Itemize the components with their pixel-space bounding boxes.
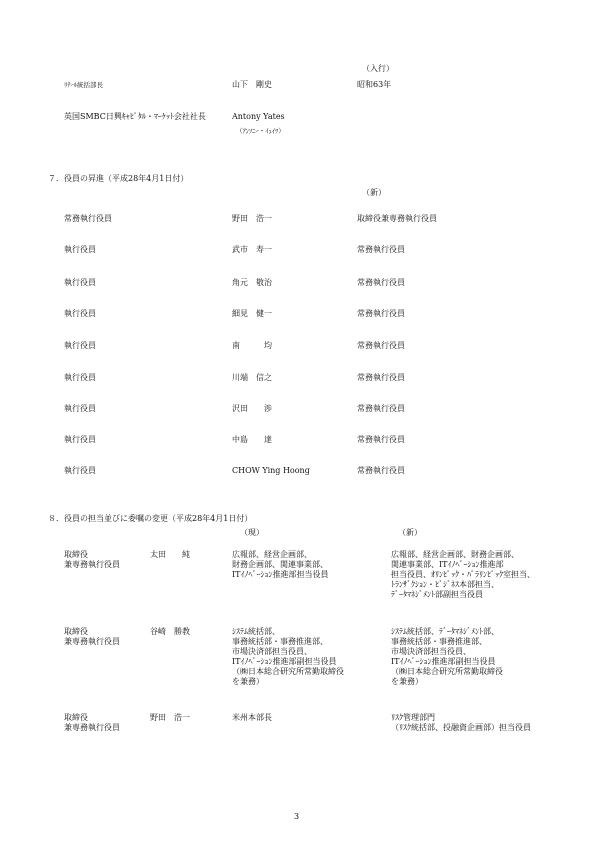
row-current: 執行役員 <box>64 278 96 287</box>
row-new: 常務執行役員 <box>357 435 405 444</box>
row-name: Antony Yates <box>232 112 285 121</box>
row-title: ﾘﾃｰﾙ統括部長 <box>64 81 103 89</box>
row-title: 取締役 兼専務執行役員 <box>64 713 120 732</box>
row-name: 南 均 <box>232 341 272 350</box>
row-new: 常務執行役員 <box>357 404 405 413</box>
row-current: 執行役員 <box>64 309 96 318</box>
row-name: 細見 健一 <box>232 309 272 318</box>
row-current: 米州本部長 <box>232 713 272 722</box>
row-title: 英国SMBC日興ｷｬﾋﾟﾀﾙ・ﾏｰｹｯﾄ会社社長 <box>64 112 206 121</box>
row-current: 執行役員 <box>64 435 96 444</box>
row-new: 広報部、経営企画部、財務企画部、 関連事業部、ITｲﾉﾍﾞｰｼｮﾝ推進部 担当役員、ｵﾘﾝﾋﾟｯｸ・ﾊﾟﾗﾘﾝﾋﾟｯｸ室担当、 ﾄﾗﾝｻﾞｸｼｮﾝ・ﾋﾞｼﾞﾈｽ本部担当、 ﾃﾞｰﾀﾏﾈｼﾞﾒﾝﾄ部副担当役員 <box>391 550 535 599</box>
row-name: 角元 敬治 <box>232 278 272 287</box>
row-new: 常務執行役員 <box>357 466 405 475</box>
page-number: 3 <box>294 812 300 821</box>
row-title: 取締役 兼専務執行役員 <box>64 627 120 646</box>
row-current: 執行役員 <box>64 373 96 382</box>
row-name: 川端 信之 <box>232 373 272 382</box>
row-current: 広報部、経営企画部、 財務企画部、関連事業部、 ITｲﾉﾍﾞｰｼｮﾝ推進部担当役員 <box>232 550 329 579</box>
row-current: 執行役員 <box>64 245 96 254</box>
row-current: 常務執行役員 <box>64 214 112 223</box>
row-name: 谷崎 勝教 <box>150 627 190 636</box>
row-current: ｼｽﾃﾑ統括部、 事務統括部・事務推進部、 市場決済部担当役員、 ITｲﾉﾍﾞｰｼｮﾝ推進部副担当役員 （㈱日本総合研究所常勤取締役 を兼務） <box>232 627 344 686</box>
row-name: 野田 浩一 <box>150 713 190 722</box>
row-current: 執行役員 <box>64 466 96 475</box>
row-reading: （ｱﾝｿﾆｰ・ｲｪｲﾂ） <box>236 127 285 135</box>
row-name: CHOW Ying Hoong <box>232 466 310 475</box>
row-current: 執行役員 <box>64 341 96 350</box>
row-name: 中島 達 <box>232 435 272 444</box>
row-new: 取締役兼専務執行役員 <box>357 214 437 223</box>
row-new: ﾘｽｸ管理部門 （ﾘｽｸ統括部、投融資企画部）担当役員 <box>391 713 531 732</box>
section6-header-new: （入行） <box>362 64 394 73</box>
row-new: 常務執行役員 <box>357 373 405 382</box>
row-new: 常務執行役員 <box>357 341 405 350</box>
row-joined: 昭和63年 <box>357 80 392 89</box>
row-name: 武市 寿一 <box>232 245 272 254</box>
row-new: 常務執行役員 <box>357 309 405 318</box>
row-name: 野田 浩一 <box>232 214 272 223</box>
row-new: 常務執行役員 <box>357 245 405 254</box>
row-new: ｼｽﾃﾑ統括部、ﾃﾞｰﾀﾏﾈｼﾞﾒﾝﾄ部、 事務統括部・事務推進部、 市場決済部担当役員、 ITｲﾉﾍﾞｰｼｮﾝ推進部副担当役員 （㈱日本総合研究所常勤取締役 を兼務） <box>391 627 503 686</box>
row-title: 取締役 兼専務執行役員 <box>64 550 120 569</box>
row-name: 太田 純 <box>150 550 190 559</box>
row-current: 執行役員 <box>64 404 96 413</box>
section8-heading: ８．役員の担当並びに委嘱の変更（平成28年4月1日付） <box>48 514 253 523</box>
section7-heading: ７．役員の昇進（平成28年4月1日付） <box>48 174 189 183</box>
row-new: 常務執行役員 <box>357 278 405 287</box>
row-name: 沢田 渉 <box>232 404 272 413</box>
row-name: 山下 剛史 <box>232 80 272 89</box>
section8-header-new: （新） <box>398 528 422 537</box>
section8-header-current: （現） <box>240 528 264 537</box>
section7-header-new: （新） <box>362 188 386 197</box>
